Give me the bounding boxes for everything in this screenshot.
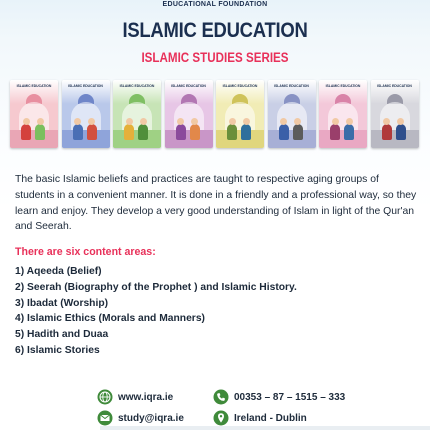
child-head xyxy=(397,118,404,125)
child-head xyxy=(243,118,250,125)
location-contact xyxy=(213,410,307,426)
book-cover[interactable] xyxy=(371,80,419,148)
foundation-name: EDUCATIONAL FOUNDATION xyxy=(162,1,268,8)
series-subtitle: ISLAMIC STUDIES SERIES xyxy=(141,50,289,65)
book-cover-title: ISLAMIC EDUCATION xyxy=(119,84,155,88)
book-cover-title: ISLAMIC EDUCATION xyxy=(222,84,258,88)
child-head xyxy=(229,118,236,125)
child-head xyxy=(126,118,133,125)
book-cover[interactable] xyxy=(113,80,161,148)
child-illustration xyxy=(87,124,97,140)
book-cover-title: ISLAMIC EDUCATION xyxy=(274,84,309,88)
child-illustration xyxy=(176,124,186,140)
globe-icon xyxy=(97,389,113,405)
cover-ground xyxy=(113,130,161,148)
book-cover[interactable] xyxy=(10,80,58,148)
content-area-item: 1) Aqeeda (Belief) xyxy=(15,266,102,277)
cover-ground xyxy=(371,130,419,148)
child-illustration xyxy=(35,124,45,140)
cover-ground xyxy=(216,130,264,148)
book-cover[interactable] xyxy=(165,80,213,148)
description-paragraph: The basic Islamic beliefs and practices are taught to respective aging groups of students in a convenient manner. It is done in a friendly and a professional way, so they learn and enjoy. They develop a very good understanding of Islam in light of the Qur'an and Seerah. xyxy=(15,174,417,233)
child-illustration xyxy=(21,124,31,140)
child-illustration xyxy=(190,124,200,140)
child-head xyxy=(346,118,353,125)
cover-ground xyxy=(319,130,367,148)
child-illustration xyxy=(241,124,251,140)
book-covers-row xyxy=(10,80,420,150)
child-head xyxy=(280,118,287,125)
book-cover[interactable] xyxy=(62,80,110,148)
content-area-item: 3) Ibadat (Worship) xyxy=(15,297,109,309)
content-area-item: 4) Islamic Ethics (Morals and Manners) xyxy=(15,313,205,325)
email-link[interactable]: study@iqra.ie xyxy=(118,412,184,424)
book-cover-title: ISLAMIC EDUCATION xyxy=(171,84,206,88)
phone-number[interactable]: 00353 – 87 – 1515 – 333 xyxy=(234,391,346,403)
book-cover[interactable] xyxy=(319,80,367,148)
child-head xyxy=(37,118,44,125)
content-area-item: 2) Seerah (Biography of the Prophet ) and Islamic History. xyxy=(15,281,297,293)
content-areas-heading: There are six content areas: xyxy=(15,246,156,258)
phone-contact[interactable] xyxy=(213,389,345,405)
cover-ground xyxy=(268,130,316,148)
child-illustration xyxy=(330,124,340,140)
website-link[interactable]: www.iqra.ie xyxy=(118,391,174,403)
page-title: ISLAMIC EDUCATION xyxy=(122,19,308,42)
bottom-divider xyxy=(100,426,430,430)
child-illustration xyxy=(138,124,148,140)
book-cover[interactable] xyxy=(216,80,264,148)
content-area-item: 6) Islamic Stories xyxy=(15,344,100,356)
book-cover-title: ISLAMIC EDUCATION xyxy=(16,84,52,88)
phone-icon xyxy=(213,389,229,405)
child-head xyxy=(383,118,390,125)
content-areas-list xyxy=(15,264,297,359)
child-head xyxy=(332,118,339,125)
child-head xyxy=(191,118,198,125)
book-cover-title: ISLAMIC EDUCATION xyxy=(68,84,103,88)
email-icon xyxy=(97,410,113,426)
child-illustration xyxy=(124,124,134,140)
child-head xyxy=(294,118,301,125)
child-illustration xyxy=(382,124,392,140)
child-illustration xyxy=(279,124,289,140)
child-head xyxy=(88,118,95,125)
location-pin-icon xyxy=(213,410,229,426)
child-head xyxy=(74,118,81,125)
email-contact[interactable] xyxy=(97,410,184,426)
book-cover-title: ISLAMIC EDUCATION xyxy=(325,84,361,88)
website-contact[interactable] xyxy=(97,389,173,405)
content-area-item: 5) Hadith and Duaa xyxy=(15,329,109,341)
location-text: Ireland - Dublin xyxy=(234,412,307,424)
child-head xyxy=(140,118,147,125)
book-cover[interactable] xyxy=(268,80,316,148)
book-cover-title: ISLAMIC EDUCATION xyxy=(377,84,412,88)
child-illustration xyxy=(227,124,237,140)
cover-ground xyxy=(165,130,213,148)
cover-ground xyxy=(62,130,110,148)
cover-ground xyxy=(10,130,58,148)
child-head xyxy=(177,118,184,125)
child-illustration xyxy=(396,124,406,140)
child-illustration xyxy=(344,124,354,140)
child-illustration xyxy=(73,124,83,140)
child-head xyxy=(23,118,30,125)
child-illustration xyxy=(293,124,303,140)
